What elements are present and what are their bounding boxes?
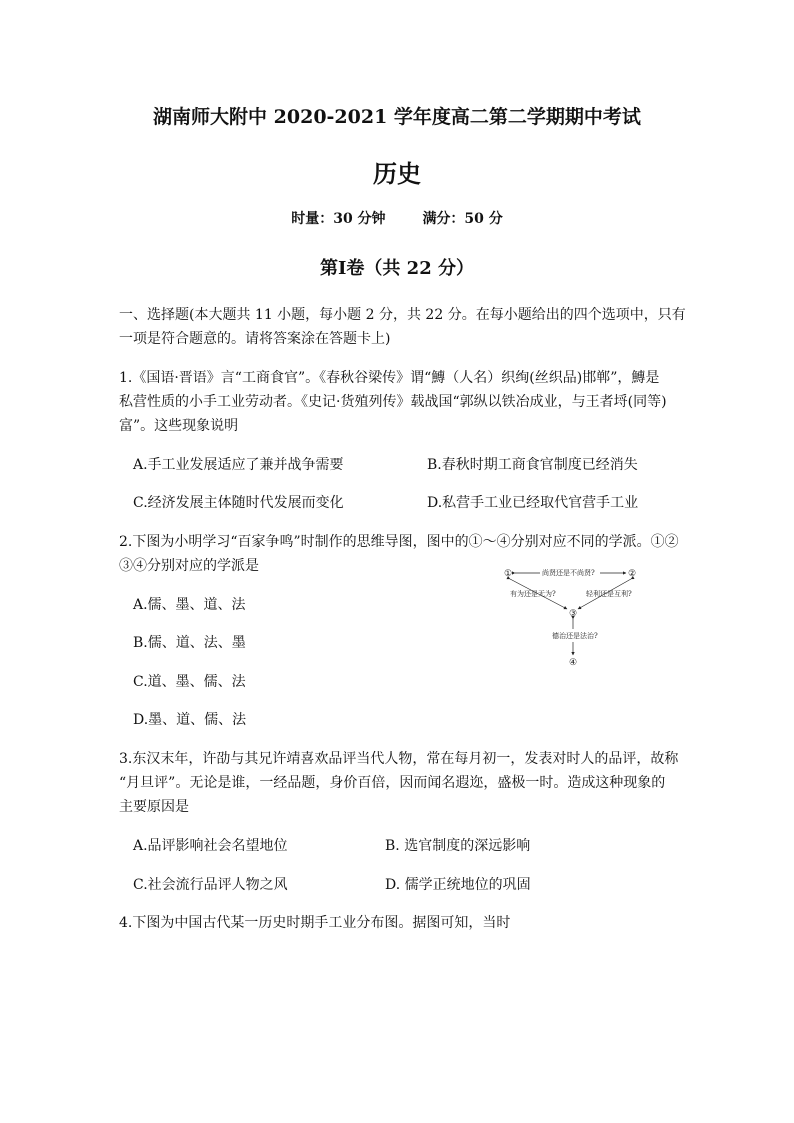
q3-stem-line-3: 主要原因是 xyxy=(119,799,189,815)
mindmap-node-2: ② xyxy=(628,569,637,579)
instructions-line-1: 一、选择题(本大题共 11 小题，每小题 2 分，共 22 分。在每小题给出的四个选项中，只有 xyxy=(119,307,686,323)
q2-option-c[interactable]: C.道、墨、儒、法 xyxy=(133,674,246,690)
q4-stem-line-1: 4.下图为中国古代某一历史时期手工业分布图。据图可知，当时 xyxy=(119,915,511,931)
q3-option-c[interactable]: C.社会流行品评人物之风 xyxy=(133,877,288,893)
mindmap-question-right: 轻利还是互利? xyxy=(586,590,632,598)
time-limit: 时量：30 分钟 xyxy=(291,211,386,227)
mind-map-diagram xyxy=(500,562,650,672)
q1-stem-line-2: 私营性质的小手工业劳动者。《史记·货殖列传》载战国“郭纵以铁冶成业，与王者埒(同等) xyxy=(119,394,667,410)
mindmap-node-4: ④ xyxy=(569,658,578,668)
exam-meta xyxy=(0,210,794,228)
q1-option-c[interactable]: C.经济发展主体随时代发展而变化 xyxy=(133,495,344,511)
full-score: 满分：50 分 xyxy=(422,211,503,227)
q3-stem-line-1: 3.东汉末年，许劭与其兄许靖喜欢品评当代人物，常在每月初一，发表对时人的品评，故称 xyxy=(119,751,679,767)
q1-stem-line-3: 富”。这些现象说明 xyxy=(119,418,239,434)
subject-title: 历史 xyxy=(373,159,421,188)
q2-stem-line-1: 2.下图为小明学习“百家争鸣”时制作的思维导图，图中的①～④分别对应不同的学派。①② xyxy=(119,534,679,550)
q3-option-d[interactable]: D. 儒学正统地位的巩固 xyxy=(385,877,531,893)
section-title: 第Ⅰ卷（共 22 分） xyxy=(319,258,474,279)
q3-option-a[interactable]: A.品评影响社会名望地位 xyxy=(133,838,288,854)
instructions-line-2: 一项是符合题意的。请将答案涂在答题卡上) xyxy=(119,331,391,347)
mindmap-node-1: ① xyxy=(504,569,513,579)
mindmap-question-bottom: 德治还是法治? xyxy=(552,632,598,640)
exam-title: 湖南师大附中 2020-2021 学年度高二第二学期期中考试 xyxy=(153,106,641,128)
q2-option-d[interactable]: D.墨、道、儒、法 xyxy=(133,712,247,728)
mindmap-question-left: 有为还是无为? xyxy=(510,590,556,598)
q1-option-d[interactable]: D.私营手工业已经取代官营手工业 xyxy=(427,495,639,511)
q3-stem-line-2: “月旦评”。无论是谁，一经品题，身价百倍，因而闻名遐迩，盛极一时。造成这种现象的 xyxy=(119,775,666,791)
q2-stem-line-2: ③④分别对应的学派是 xyxy=(119,558,259,574)
mindmap-node-3: ③ xyxy=(569,609,578,619)
q3-option-b[interactable]: B. 选官制度的深远影响 xyxy=(385,838,531,854)
q2-option-a[interactable]: A.儒、墨、道、法 xyxy=(133,597,246,613)
q1-stem-line-1: 1.《国语·晋语》言“工商食官”。《春秋谷梁传》谓“鱄（人名）织绚(丝织品)邯郸”，鱄是 xyxy=(119,370,660,386)
mindmap-question-top: 尚贤还是不尚贤? xyxy=(542,569,595,577)
q1-option-a[interactable]: A.手工业发展适应了兼并战争需要 xyxy=(133,457,344,473)
q2-option-b[interactable]: B.儒、道、法、墨 xyxy=(133,635,246,651)
q1-option-b[interactable]: B.春秋时期工商食官制度已经消失 xyxy=(427,457,638,473)
